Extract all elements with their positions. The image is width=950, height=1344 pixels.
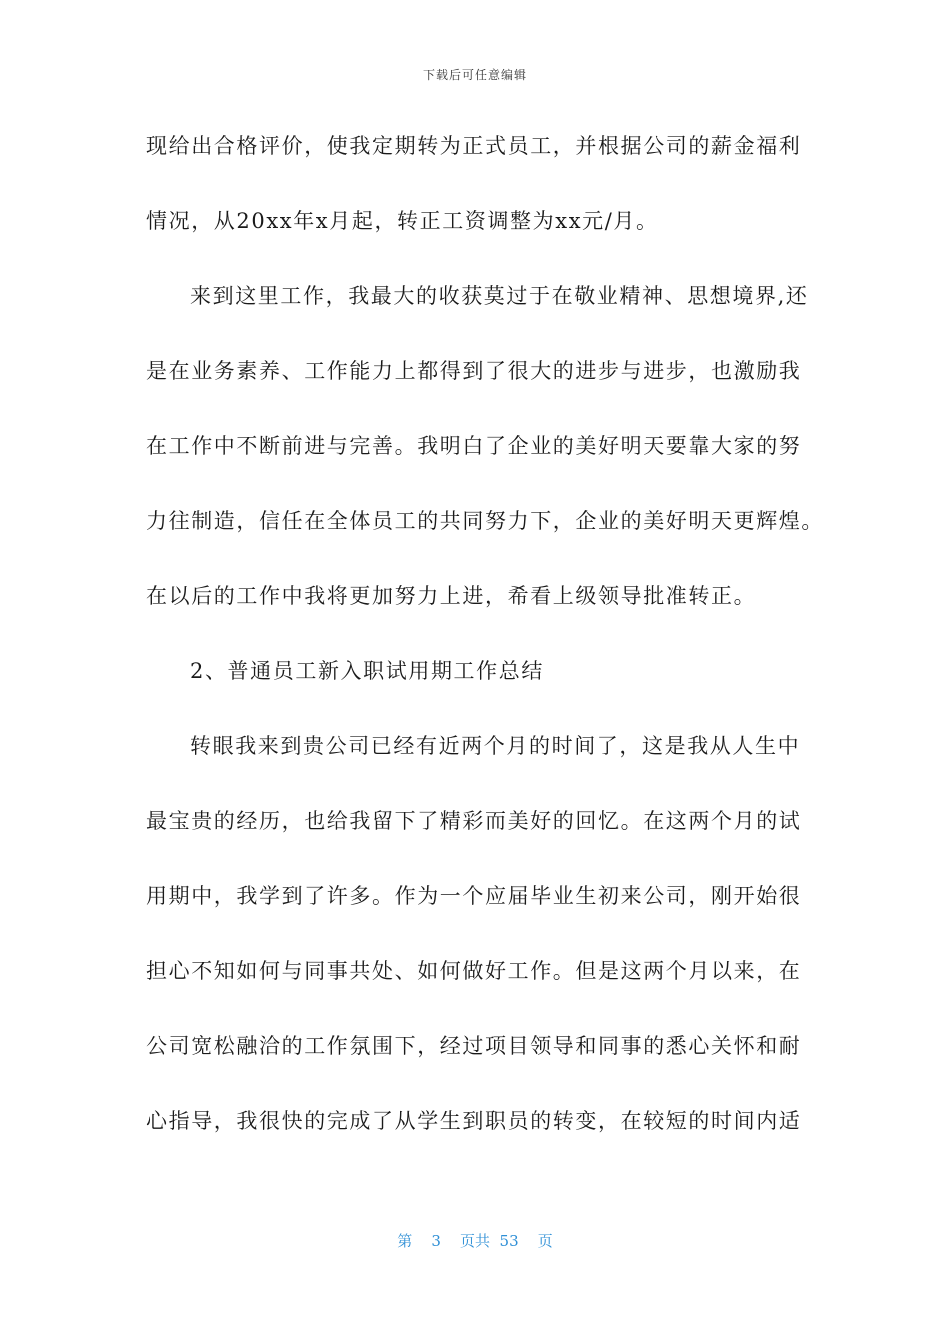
paragraph-line: 最宝贵的经历，也给我留下了精彩而美好的回忆。在这两个月的试 [146, 809, 802, 833]
paragraph-line: 转眼我来到贵公司已经有近两个月的时间了，这是我从人生中 [190, 734, 801, 758]
paragraph-line: 现给出合格评价，使我定期转为正式员工，并根据公司的薪金福利 [146, 134, 802, 158]
page-footer [0, 1230, 950, 1251]
paragraph-line: 在工作中不断前进与完善。我明白了企业的美好明天要靠大家的努 [146, 434, 802, 458]
paragraph-line: 公司宽松融洽的工作氛围下，经过项目领导和同事的悉心关怀和耐 [146, 1034, 802, 1058]
paragraph-line: 是在业务素养、工作能力上都得到了很大的进步与进步，也激励我 [146, 359, 802, 383]
footer-page-number: 3 [431, 1232, 441, 1250]
header-note: 下载后可任意编辑 [422, 68, 527, 82]
section-heading: 2、普通员工新入职试用期工作总结 [190, 659, 544, 683]
paragraph-line: 用期中，我学到了许多。作为一个应届毕业生初来公司，刚开始很 [146, 884, 802, 908]
paragraph-line: 在以后的工作中我将更加努力上进，希看上级领导批准转正。 [146, 584, 757, 608]
footer-total-pages: 53 [499, 1232, 519, 1250]
paragraph-line: 力往制造，信任在全体员工的共同努力下，企业的美好明天更辉煌。 [146, 509, 824, 533]
paragraph-line: 来到这里工作，我最大的收获莫过于在敬业精神、思想境界,还 [190, 284, 809, 308]
footer-page-word: 第 [397, 1232, 413, 1250]
paragraph-line: 情况，从20xx年x月起，转正工资调整为xx元/月。 [146, 209, 659, 233]
paragraph-line: 担心不知如何与同事共处、如何做好工作。但是这两个月以来，在 [146, 959, 802, 983]
footer-page-suffix: 页 [537, 1232, 553, 1250]
footer-total-prefix: 页共 [459, 1232, 490, 1250]
paragraph-line: 心指导，我很快的完成了从学生到职员的转变，在较短的时间内适 [146, 1109, 802, 1133]
